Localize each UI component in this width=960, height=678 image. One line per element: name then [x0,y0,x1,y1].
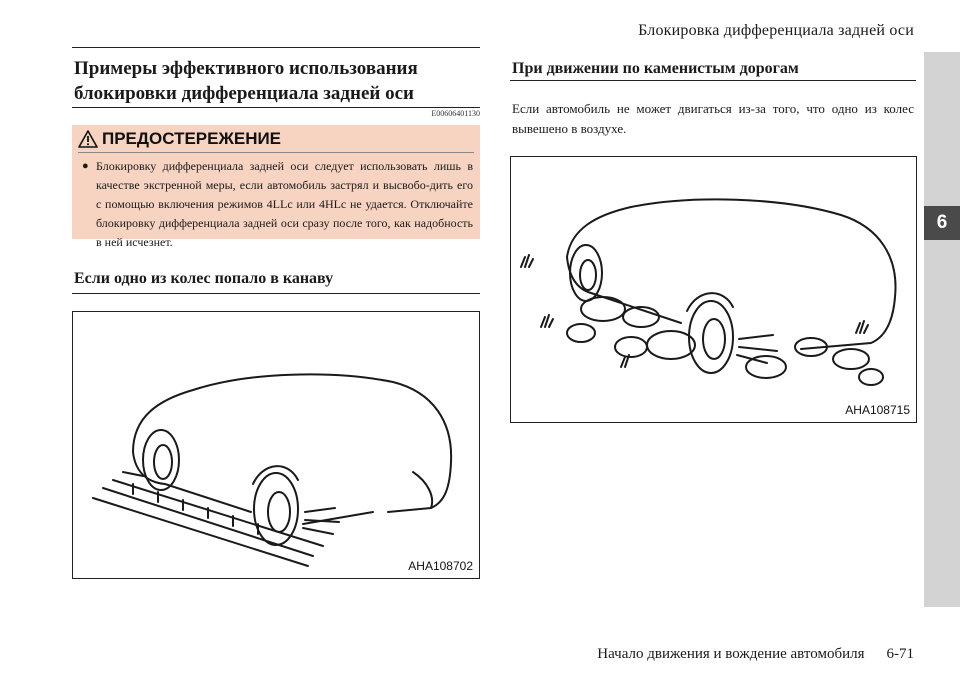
warning-title: ПРЕДОСТЕРЕЖЕНИЕ [102,129,282,148]
car-rocks-illustration [511,157,916,422]
chapter-number-tab[interactable]: 6 [924,206,960,240]
subsection-rule [72,293,480,294]
section-heading: Примеры эффективного использования блокировки дифференциала задней оси [74,58,418,104]
subsection-heading-rocky-road: При движении по каменистым дорогам [512,60,799,77]
section-code: E00606401130 [431,109,480,118]
warning-header [78,129,281,149]
warning-body [82,157,473,252]
warning-divider [78,152,474,153]
chapter-sidetab [924,52,960,607]
warning-triangle-icon [78,130,98,148]
left-top-rule [72,47,480,48]
car-ditch-illustration [73,312,479,578]
figure-code: AHA108715 [845,403,910,417]
subsection-heading-ditch: Если одно из колес попало в канаву [74,270,334,287]
header-title: Блокировка дифференциала задней оси [638,22,914,39]
bullet-icon: ● [82,160,89,172]
right-heading-rule [510,80,916,81]
figure-car-on-rocks [510,156,917,423]
footer-section: Начало движения и вождение автомобиля [597,646,865,662]
rocky-road-paragraph: Если автомобиль не может двигаться из-за того, что одно из колес вывешено в воздухе. [512,101,914,136]
heading-rule [72,107,480,108]
warning-text: Блокировку дифференциала задней оси следует использовать лишь в качестве экстренной меры, если автомобиль застрял и высвобо-дить его с помощью включения режимов 4LLc или 4HLc не удается. Отключайте блокировку дифференциала задней оси сразу после того, как надобность в ней исчезнет. [96,159,473,249]
figure-code: AHA108702 [408,559,473,573]
figure-car-in-ditch [72,311,480,579]
warning-box [72,125,480,249]
page-number: 6-71 [886,646,914,662]
page-footer [597,646,914,663]
